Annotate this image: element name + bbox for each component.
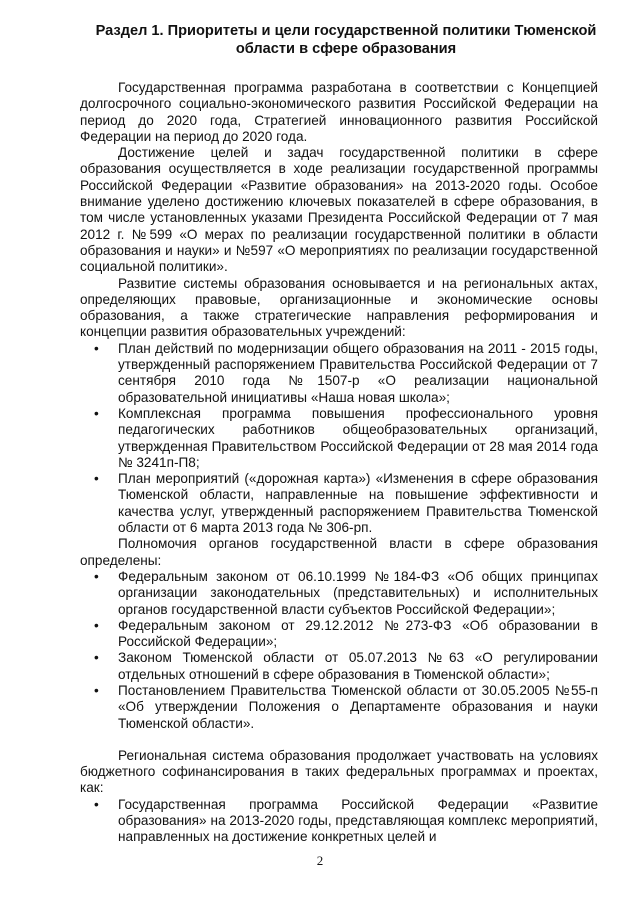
bullet-icon: • (94, 471, 99, 487)
bullet-icon: • (94, 796, 99, 812)
page-number: 2 (316, 853, 324, 868)
list-item-text: Законом Тюменской области от 05.07.2013 №63 «О регулировании отдельных отношений в сфере образования в Тюменской области»; (118, 650, 598, 682)
list-item-text: Федеральным законом от 29.12.2012 №273-ФЗ «Об образовании в Российской Федерации»; (118, 617, 598, 650)
list-item-text: Федеральным законом от 06.10.1999 №184-ФЗ «Об общих принципах организации законодательных (представительных) и исполнительных органов государственной власти субъектов Российской Федерации»; (118, 568, 598, 617)
list-item (94, 340, 598, 406)
bullet-list-regional-acts (80, 341, 598, 537)
bullet-icon: • (94, 682, 99, 698)
paragraph-goals: Достижение целей и задач государственной политики в сфере образования осуществляется в ходе реализации государственной программы Российской Федерации «Развитие образования» на 2013-2020 годы. Особое внимание уделено достижению ключевых показателей в сфере образования, в том числе установленных указами Президента Российской Федерации от 7 мая 2012 г. №599 «О мерах по реализации государственной политики в области образования и науки» и №597 «О мероприятиях по реализации государственной социальной политики». (80, 145, 598, 275)
list-item (94, 471, 598, 536)
list-item (94, 405, 598, 471)
paragraph-regional-acts: Развитие системы образования основывается и на региональных актах, определяющих правовые, организационные и экономические основы образования, а также стратегические направления реформирования и концепции развития образовательных учреждений: (80, 275, 598, 340)
list-item-text: Государственная программа Российской Федерации «Развитие образования» на 2013-2020 годы, представляющая комплекс мероприятий, направленных на достижение конкретных целей и (118, 796, 598, 845)
list-item (94, 617, 598, 651)
bullet-icon: • (94, 650, 99, 666)
bullet-icon: • (94, 340, 99, 356)
bullet-icon: • (94, 405, 99, 421)
bullet-list-laws (80, 569, 598, 732)
list-item (94, 568, 598, 618)
list-item-text: План мероприятий («дорожная карта») «Изменения в сфере образования Тюменской области, направленные на повышение эффективности и качества услуг, утвержденный распоряжением Правительства Тюменской области от 6 марта 2013 года № 306-рп. (118, 471, 598, 536)
list-item (94, 682, 598, 732)
list-item-text: Постановлением Правительства Тюменской области от 30.05.2005 №55-п «Об утверждении Положения о Департаменте образования и науки Тюменской области». (118, 682, 598, 731)
list-item (94, 650, 598, 683)
bullet-list-federal-programs (80, 797, 598, 846)
bullet-icon: • (94, 617, 99, 633)
list-item (94, 796, 598, 846)
section-heading: Раздел 1. Приоритеты и цели государственной политики Тюменской области в сфере образования (95, 23, 597, 57)
bullet-icon: • (94, 568, 99, 584)
paragraph-program-basis: Государственная программа разработана в соответствии с Концепцией долгосрочного социально-экономического развития Российской Федерации на период до 2020 года, Стратегией инновационного развития Российской Федерации на период до 2020 года. (80, 80, 598, 144)
paragraph-regional-system: Региональная система образования продолжает участвовать на условиях бюджетного софинансирования в таких федеральных программах и проектах, как: (80, 747, 598, 796)
list-item-text: Комплексная программа повышения профессионального уровня педагогических работников общеобразовательных организаций, утвержденная Правительством Российской Федерации от 28 мая 2014 года № 3241п-П8; (118, 405, 598, 470)
list-item-text: План действий по модернизации общего образования на 2011 - 2015 годы, утвержденный распоряжением Правительства Российской Федерации от 7 сентября 2010 года №1507-р «О реализации национальной образовательной инициативы «Наша новая школа»; (118, 340, 598, 405)
paragraph-powers: Полномочия органов государственной власти в сфере образования определены: (80, 536, 598, 568)
